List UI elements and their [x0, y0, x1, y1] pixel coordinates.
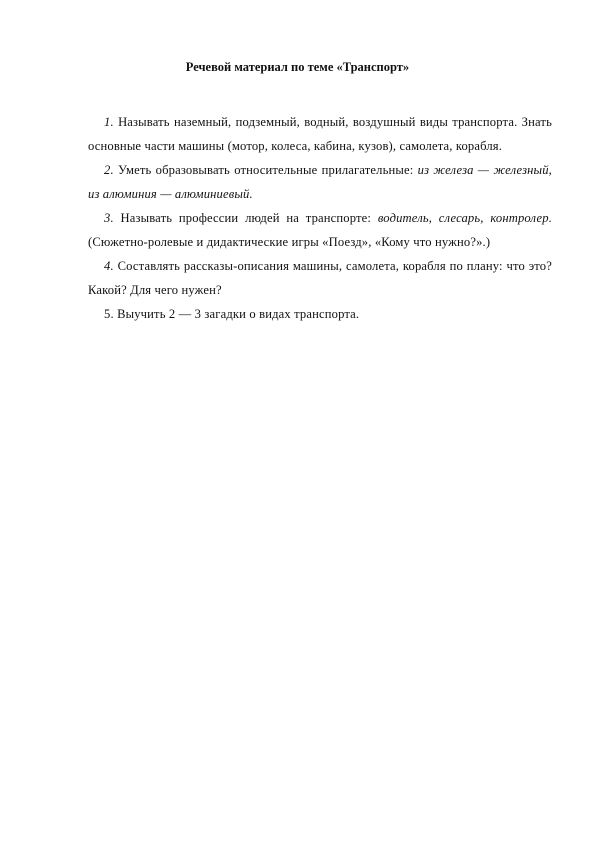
item-number: 1. — [104, 115, 114, 129]
list-item-5 — [88, 302, 552, 326]
list-item-3 — [88, 206, 552, 254]
item-text: (Сюжетно-ролевые и дидактические игры «Поезд», «Кому что нужно?».) — [88, 235, 491, 249]
item-number: 4. — [104, 259, 114, 273]
item-number: 5. — [104, 307, 114, 321]
item-text-italic: из железа — железный, из алюминия — алюминиевый. — [88, 163, 552, 201]
list-item-2 — [88, 158, 552, 206]
list-item-1 — [88, 110, 552, 158]
item-text: Составлять рассказы-описания машины, самолета, корабля по плану: что это? Какой? Для чего нужен? — [88, 259, 552, 297]
item-text: Уметь образовывать относительные прилагательные: — [118, 163, 418, 177]
item-list — [88, 110, 552, 326]
document-title: Речевой материал по теме «Транспорт» — [185, 60, 410, 74]
item-text-italic: водитель, слесарь, контролер. — [377, 211, 552, 225]
item-text: Называть наземный, подземный, водный, воздушный виды транспорта. Знать основные части машины (мотор, колеса, кабина, кузов), самолета, корабля. — [88, 115, 552, 153]
item-text: Называть профессии людей на транспорте: — [120, 211, 378, 225]
item-text: Выучить 2 — 3 загадки о видах транспорта. — [117, 307, 360, 321]
item-number: 3. — [104, 211, 114, 225]
item-number: 2. — [104, 163, 114, 177]
list-item-4 — [88, 254, 552, 302]
